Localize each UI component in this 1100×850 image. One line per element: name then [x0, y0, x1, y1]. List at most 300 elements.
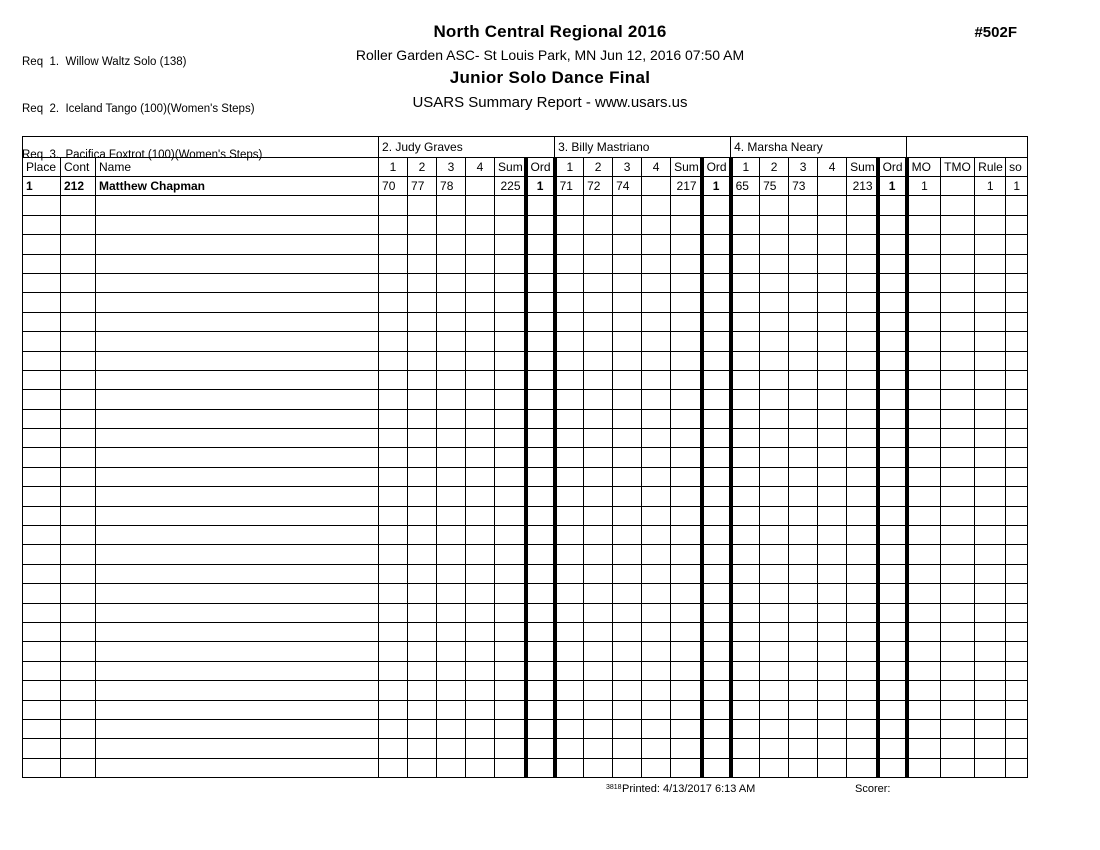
cell-mark-1 — [731, 506, 760, 525]
empty-table-row — [23, 390, 1028, 409]
requirement-line-2: Req 2. Iceland Tango (100)(Women's Steps) — [22, 102, 255, 115]
cell-name — [96, 545, 379, 564]
cell-mark-2 — [584, 332, 613, 351]
cell-cont — [61, 700, 96, 719]
cell-mark-1 — [379, 719, 408, 738]
cell-mark-4 — [466, 545, 495, 564]
cell-ord — [878, 332, 907, 351]
cell-ord — [702, 370, 731, 389]
cell-mo — [907, 642, 941, 661]
empty-table-row — [23, 739, 1028, 758]
cell-mark-4 — [466, 739, 495, 758]
cell-mo — [907, 506, 941, 525]
cell-mark-2 — [760, 467, 789, 486]
cell-ord — [526, 215, 555, 234]
cell-rule — [975, 487, 1006, 506]
col-header-so: so — [1006, 158, 1028, 177]
cell-sum — [847, 622, 878, 641]
cell-mo — [907, 332, 941, 351]
cell-tmo — [941, 700, 975, 719]
col-header-sum: Sum — [495, 158, 526, 177]
judge-name-cell-2: 3. Billy Mastriano — [555, 137, 731, 158]
cell-mark-1 — [731, 390, 760, 409]
col-header-3: 3 — [613, 158, 642, 177]
cell-mark-1 — [379, 215, 408, 234]
cell-ord — [702, 273, 731, 292]
cell-sum — [671, 622, 702, 641]
cell-mark-1 — [379, 661, 408, 680]
cell-mark-1 — [379, 603, 408, 622]
cell-mark-4 — [642, 681, 671, 700]
cell-name — [96, 215, 379, 234]
cell-ord — [878, 642, 907, 661]
cell-sum — [847, 642, 878, 661]
cell-sum — [671, 273, 702, 292]
cell-mark-3 — [789, 196, 818, 215]
cell-mark-1 — [379, 622, 408, 641]
cell-mark-3 — [613, 681, 642, 700]
cell-rule — [975, 506, 1006, 525]
cell-mark-4 — [642, 332, 671, 351]
cell-sum — [671, 758, 702, 777]
empty-table-row — [23, 758, 1028, 777]
cell-mark-3 — [789, 235, 818, 254]
cell-name — [96, 390, 379, 409]
cell-sum — [671, 564, 702, 583]
cell-place — [23, 370, 61, 389]
cell-place — [23, 545, 61, 564]
cell-sum — [495, 467, 526, 486]
cell-sum — [671, 409, 702, 428]
cell-ord — [526, 467, 555, 486]
cell-cont — [61, 390, 96, 409]
cell-sum — [847, 545, 878, 564]
cell-place — [23, 719, 61, 738]
cell-cont — [61, 467, 96, 486]
cell-ord — [878, 390, 907, 409]
cell-mark-2 — [760, 409, 789, 428]
cell-sum — [495, 758, 526, 777]
cell-mark-1 — [555, 681, 584, 700]
score-table — [22, 136, 1028, 778]
col-header-ord: Ord — [526, 158, 555, 177]
cell-rule — [975, 526, 1006, 545]
cell-ord — [526, 603, 555, 622]
cell-tmo — [941, 332, 975, 351]
cell-rule — [975, 758, 1006, 777]
cell-sum — [847, 564, 878, 583]
cell-mark-2 — [584, 351, 613, 370]
cell-mark-4 — [818, 642, 847, 661]
cell-mark-2 — [584, 293, 613, 312]
cell-sum — [671, 390, 702, 409]
score-table-body — [23, 177, 1028, 778]
cell-mark-4 — [642, 622, 671, 641]
cell-sum — [847, 332, 878, 351]
cell-cont — [61, 661, 96, 680]
cell-cont: 212 — [61, 177, 96, 196]
cell-mark-1 — [555, 545, 584, 564]
cell-cont — [61, 332, 96, 351]
cell-sum — [495, 370, 526, 389]
cell-mark-2 — [760, 273, 789, 292]
cell-ord — [526, 235, 555, 254]
cell-mo — [907, 215, 941, 234]
footer-scorer-label: Scorer: — [855, 783, 891, 795]
cell-mark-4 — [466, 622, 495, 641]
cell-mark-3 — [437, 719, 466, 738]
cell-name — [96, 273, 379, 292]
col-header-4: 4 — [642, 158, 671, 177]
cell-sum — [495, 719, 526, 738]
cell-place — [23, 235, 61, 254]
cell-mark-2 — [760, 564, 789, 583]
cell-ord — [526, 487, 555, 506]
empty-table-row — [23, 467, 1028, 486]
cell-mark-2: 75 — [760, 177, 789, 196]
cell-sum — [847, 273, 878, 292]
col-header-3: 3 — [789, 158, 818, 177]
cell-sum — [847, 739, 878, 758]
cell-so — [1006, 429, 1028, 448]
cell-mark-2 — [408, 370, 437, 389]
cell-sum — [847, 700, 878, 719]
requirement-line-3: Req 3. Pacifica Foxtrot (100)(Women's Steps) — [22, 149, 263, 161]
cell-cont — [61, 526, 96, 545]
cell-place — [23, 661, 61, 680]
cell-mark-1 — [379, 700, 408, 719]
cell-rule — [975, 235, 1006, 254]
cell-mo — [907, 681, 941, 700]
cell-mark-2 — [408, 661, 437, 680]
cell-mark-3 — [789, 351, 818, 370]
cell-mark-2 — [408, 719, 437, 738]
empty-table-row — [23, 642, 1028, 661]
cell-mark-4 — [818, 467, 847, 486]
cell-mark-1 — [379, 235, 408, 254]
cell-mark-3 — [437, 700, 466, 719]
cell-mo — [907, 700, 941, 719]
cell-mo — [907, 719, 941, 738]
cell-mark-4 — [818, 332, 847, 351]
cell-mark-1 — [731, 429, 760, 448]
cell-mark-2 — [760, 506, 789, 525]
cell-rule — [975, 448, 1006, 467]
cell-mark-2 — [408, 584, 437, 603]
cell-mo — [907, 603, 941, 622]
cell-ord — [526, 526, 555, 545]
cell-ord — [526, 429, 555, 448]
cell-mark-4 — [818, 739, 847, 758]
cell-mark-3 — [437, 196, 466, 215]
cell-mark-2 — [760, 526, 789, 545]
cell-mark-1 — [555, 332, 584, 351]
cell-mark-3 — [789, 467, 818, 486]
cell-rule — [975, 584, 1006, 603]
cell-mark-2 — [408, 545, 437, 564]
cell-ord — [702, 390, 731, 409]
cell-mark-1 — [379, 739, 408, 758]
cell-name — [96, 603, 379, 622]
cell-tmo — [941, 681, 975, 700]
cell-mark-3 — [437, 545, 466, 564]
cell-mark-2 — [760, 661, 789, 680]
cell-so — [1006, 467, 1028, 486]
judge-row-left-spacer — [23, 137, 379, 158]
cell-mark-3 — [613, 312, 642, 331]
cell-mark-1 — [731, 719, 760, 738]
empty-table-row — [23, 603, 1028, 622]
empty-table-row — [23, 661, 1028, 680]
cell-mark-2 — [584, 603, 613, 622]
cell-rule — [975, 642, 1006, 661]
cell-mark-1 — [555, 429, 584, 448]
cell-mark-4 — [642, 642, 671, 661]
cell-name — [96, 196, 379, 215]
cell-mark-2 — [408, 312, 437, 331]
cell-mo — [907, 254, 941, 273]
cell-ord — [702, 681, 731, 700]
cell-mark-2 — [408, 196, 437, 215]
cell-mark-3 — [613, 448, 642, 467]
empty-table-row — [23, 545, 1028, 564]
cell-mark-3 — [613, 370, 642, 389]
cell-mark-3 — [789, 370, 818, 389]
cell-name — [96, 661, 379, 680]
cell-mark-3 — [789, 312, 818, 331]
col-header-ord: Ord — [702, 158, 731, 177]
cell-mark-1 — [379, 506, 408, 525]
cell-tmo — [941, 448, 975, 467]
cell-place — [23, 739, 61, 758]
cell-mark-1 — [731, 467, 760, 486]
cell-mark-4 — [818, 370, 847, 389]
cell-mark-4 — [642, 429, 671, 448]
cell-mo — [907, 758, 941, 777]
cell-ord — [526, 758, 555, 777]
cell-sum — [671, 351, 702, 370]
cell-mark-1 — [379, 545, 408, 564]
cell-so — [1006, 215, 1028, 234]
cell-mark-1 — [731, 235, 760, 254]
cell-mark-2 — [760, 700, 789, 719]
cell-mark-1 — [555, 351, 584, 370]
cell-mark-2 — [760, 332, 789, 351]
empty-table-row — [23, 293, 1028, 312]
cell-place — [23, 681, 61, 700]
cell-ord — [878, 506, 907, 525]
cell-mark-3 — [437, 603, 466, 622]
cell-so — [1006, 312, 1028, 331]
cell-cont — [61, 719, 96, 738]
cell-tmo — [941, 758, 975, 777]
cell-mark-1 — [555, 739, 584, 758]
cell-mark-2 — [584, 506, 613, 525]
cell-mark-4 — [466, 506, 495, 525]
cell-mark-2 — [408, 700, 437, 719]
cell-mark-1 — [555, 215, 584, 234]
judge-header-row — [23, 137, 1028, 158]
cell-sum — [671, 584, 702, 603]
cell-cont — [61, 312, 96, 331]
cell-mo: 1 — [907, 177, 941, 196]
cell-name — [96, 487, 379, 506]
cell-sum — [495, 429, 526, 448]
cell-mark-2 — [408, 622, 437, 641]
cell-rule — [975, 196, 1006, 215]
cell-name — [96, 622, 379, 641]
empty-table-row — [23, 215, 1028, 234]
cell-sum — [847, 584, 878, 603]
cell-mark-4 — [466, 332, 495, 351]
cell-so — [1006, 390, 1028, 409]
cell-mark-2 — [408, 506, 437, 525]
cell-mark-3 — [789, 429, 818, 448]
cell-mark-3: 78 — [437, 177, 466, 196]
cell-mark-3 — [789, 448, 818, 467]
cell-mark-2 — [584, 564, 613, 583]
cell-mark-1 — [555, 622, 584, 641]
cell-mark-2 — [584, 681, 613, 700]
cell-sum — [495, 700, 526, 719]
cell-ord: 1 — [526, 177, 555, 196]
cell-mark-4 — [466, 273, 495, 292]
cell-mark-1 — [555, 758, 584, 777]
cell-mark-1 — [555, 390, 584, 409]
cell-sum — [847, 487, 878, 506]
col-header-name: Name — [96, 158, 379, 177]
cell-name — [96, 254, 379, 273]
cell-mark-4 — [818, 584, 847, 603]
cell-ord — [702, 603, 731, 622]
cell-place — [23, 351, 61, 370]
cell-mark-4 — [466, 642, 495, 661]
cell-mark-2 — [760, 293, 789, 312]
cell-sum: 225 — [495, 177, 526, 196]
cell-mo — [907, 467, 941, 486]
cell-mo — [907, 564, 941, 583]
cell-tmo — [941, 603, 975, 622]
cell-mark-2 — [584, 739, 613, 758]
cell-mark-1 — [379, 584, 408, 603]
cell-sum — [847, 681, 878, 700]
cell-mark-3 — [437, 390, 466, 409]
cell-mark-4 — [818, 312, 847, 331]
cell-mark-4 — [642, 487, 671, 506]
cell-sum — [495, 409, 526, 428]
cell-mark-3 — [613, 215, 642, 234]
cell-mark-1 — [555, 661, 584, 680]
cell-place — [23, 700, 61, 719]
cell-mark-2 — [584, 661, 613, 680]
footer-printed-timestamp: Printed: 4/13/2017 6:13 AM — [622, 783, 756, 795]
cell-rule — [975, 429, 1006, 448]
cell-sum — [671, 235, 702, 254]
cell-ord — [702, 254, 731, 273]
cell-ord — [878, 351, 907, 370]
cell-mark-2 — [408, 603, 437, 622]
cell-mark-4 — [818, 429, 847, 448]
cell-mark-1 — [379, 409, 408, 428]
cell-mark-2 — [408, 254, 437, 273]
cell-mark-1 — [731, 622, 760, 641]
cell-mark-3 — [613, 719, 642, 738]
cell-tmo — [941, 409, 975, 428]
cell-mo — [907, 312, 941, 331]
cell-name — [96, 642, 379, 661]
cell-name — [96, 467, 379, 486]
cell-ord — [526, 642, 555, 661]
cell-sum — [495, 196, 526, 215]
cell-mark-3 — [437, 429, 466, 448]
cell-ord — [878, 312, 907, 331]
cell-sum — [847, 235, 878, 254]
cell-tmo — [941, 390, 975, 409]
cell-mark-2 — [760, 448, 789, 467]
cell-ord — [702, 545, 731, 564]
cell-ord — [878, 719, 907, 738]
col-header-mo: MO — [907, 158, 941, 177]
cell-mark-3 — [437, 584, 466, 603]
cell-mo — [907, 487, 941, 506]
cell-sum — [671, 506, 702, 525]
cell-sum — [495, 293, 526, 312]
cell-ord — [526, 409, 555, 428]
cell-mark-4 — [642, 177, 671, 196]
cell-sum — [671, 545, 702, 564]
empty-table-row — [23, 370, 1028, 389]
cell-rule — [975, 215, 1006, 234]
cell-tmo — [941, 254, 975, 273]
judge-name-cell-3: 4. Marsha Neary — [731, 137, 907, 158]
cell-mark-2 — [584, 448, 613, 467]
col-header-4: 4 — [466, 158, 495, 177]
cell-sum — [671, 332, 702, 351]
cell-mark-3 — [437, 293, 466, 312]
cell-mark-1: 71 — [555, 177, 584, 196]
cell-ord — [878, 487, 907, 506]
cell-mark-3 — [437, 564, 466, 583]
cell-mo — [907, 409, 941, 428]
cell-cont — [61, 273, 96, 292]
empty-table-row — [23, 700, 1028, 719]
cell-cont — [61, 564, 96, 583]
cell-mark-4 — [466, 448, 495, 467]
document-number: #502F — [974, 24, 1017, 41]
cell-ord — [526, 584, 555, 603]
cell-place — [23, 409, 61, 428]
cell-mark-1 — [731, 526, 760, 545]
cell-mark-1 — [379, 390, 408, 409]
cell-rule — [975, 681, 1006, 700]
cell-cont — [61, 254, 96, 273]
cell-sum — [671, 661, 702, 680]
cell-so — [1006, 681, 1028, 700]
cell-ord — [526, 370, 555, 389]
cell-sum — [495, 661, 526, 680]
cell-place — [23, 758, 61, 777]
cell-mark-1 — [379, 196, 408, 215]
cell-sum: 217 — [671, 177, 702, 196]
cell-mark-2 — [584, 235, 613, 254]
cell-mark-1 — [379, 564, 408, 583]
cell-mark-1 — [731, 739, 760, 758]
requirement-line-1: Req 1. Willow Waltz Solo (138) — [22, 56, 187, 68]
cell-mark-3 — [613, 506, 642, 525]
cell-mo — [907, 622, 941, 641]
cell-ord — [702, 448, 731, 467]
cell-mark-1 — [555, 506, 584, 525]
